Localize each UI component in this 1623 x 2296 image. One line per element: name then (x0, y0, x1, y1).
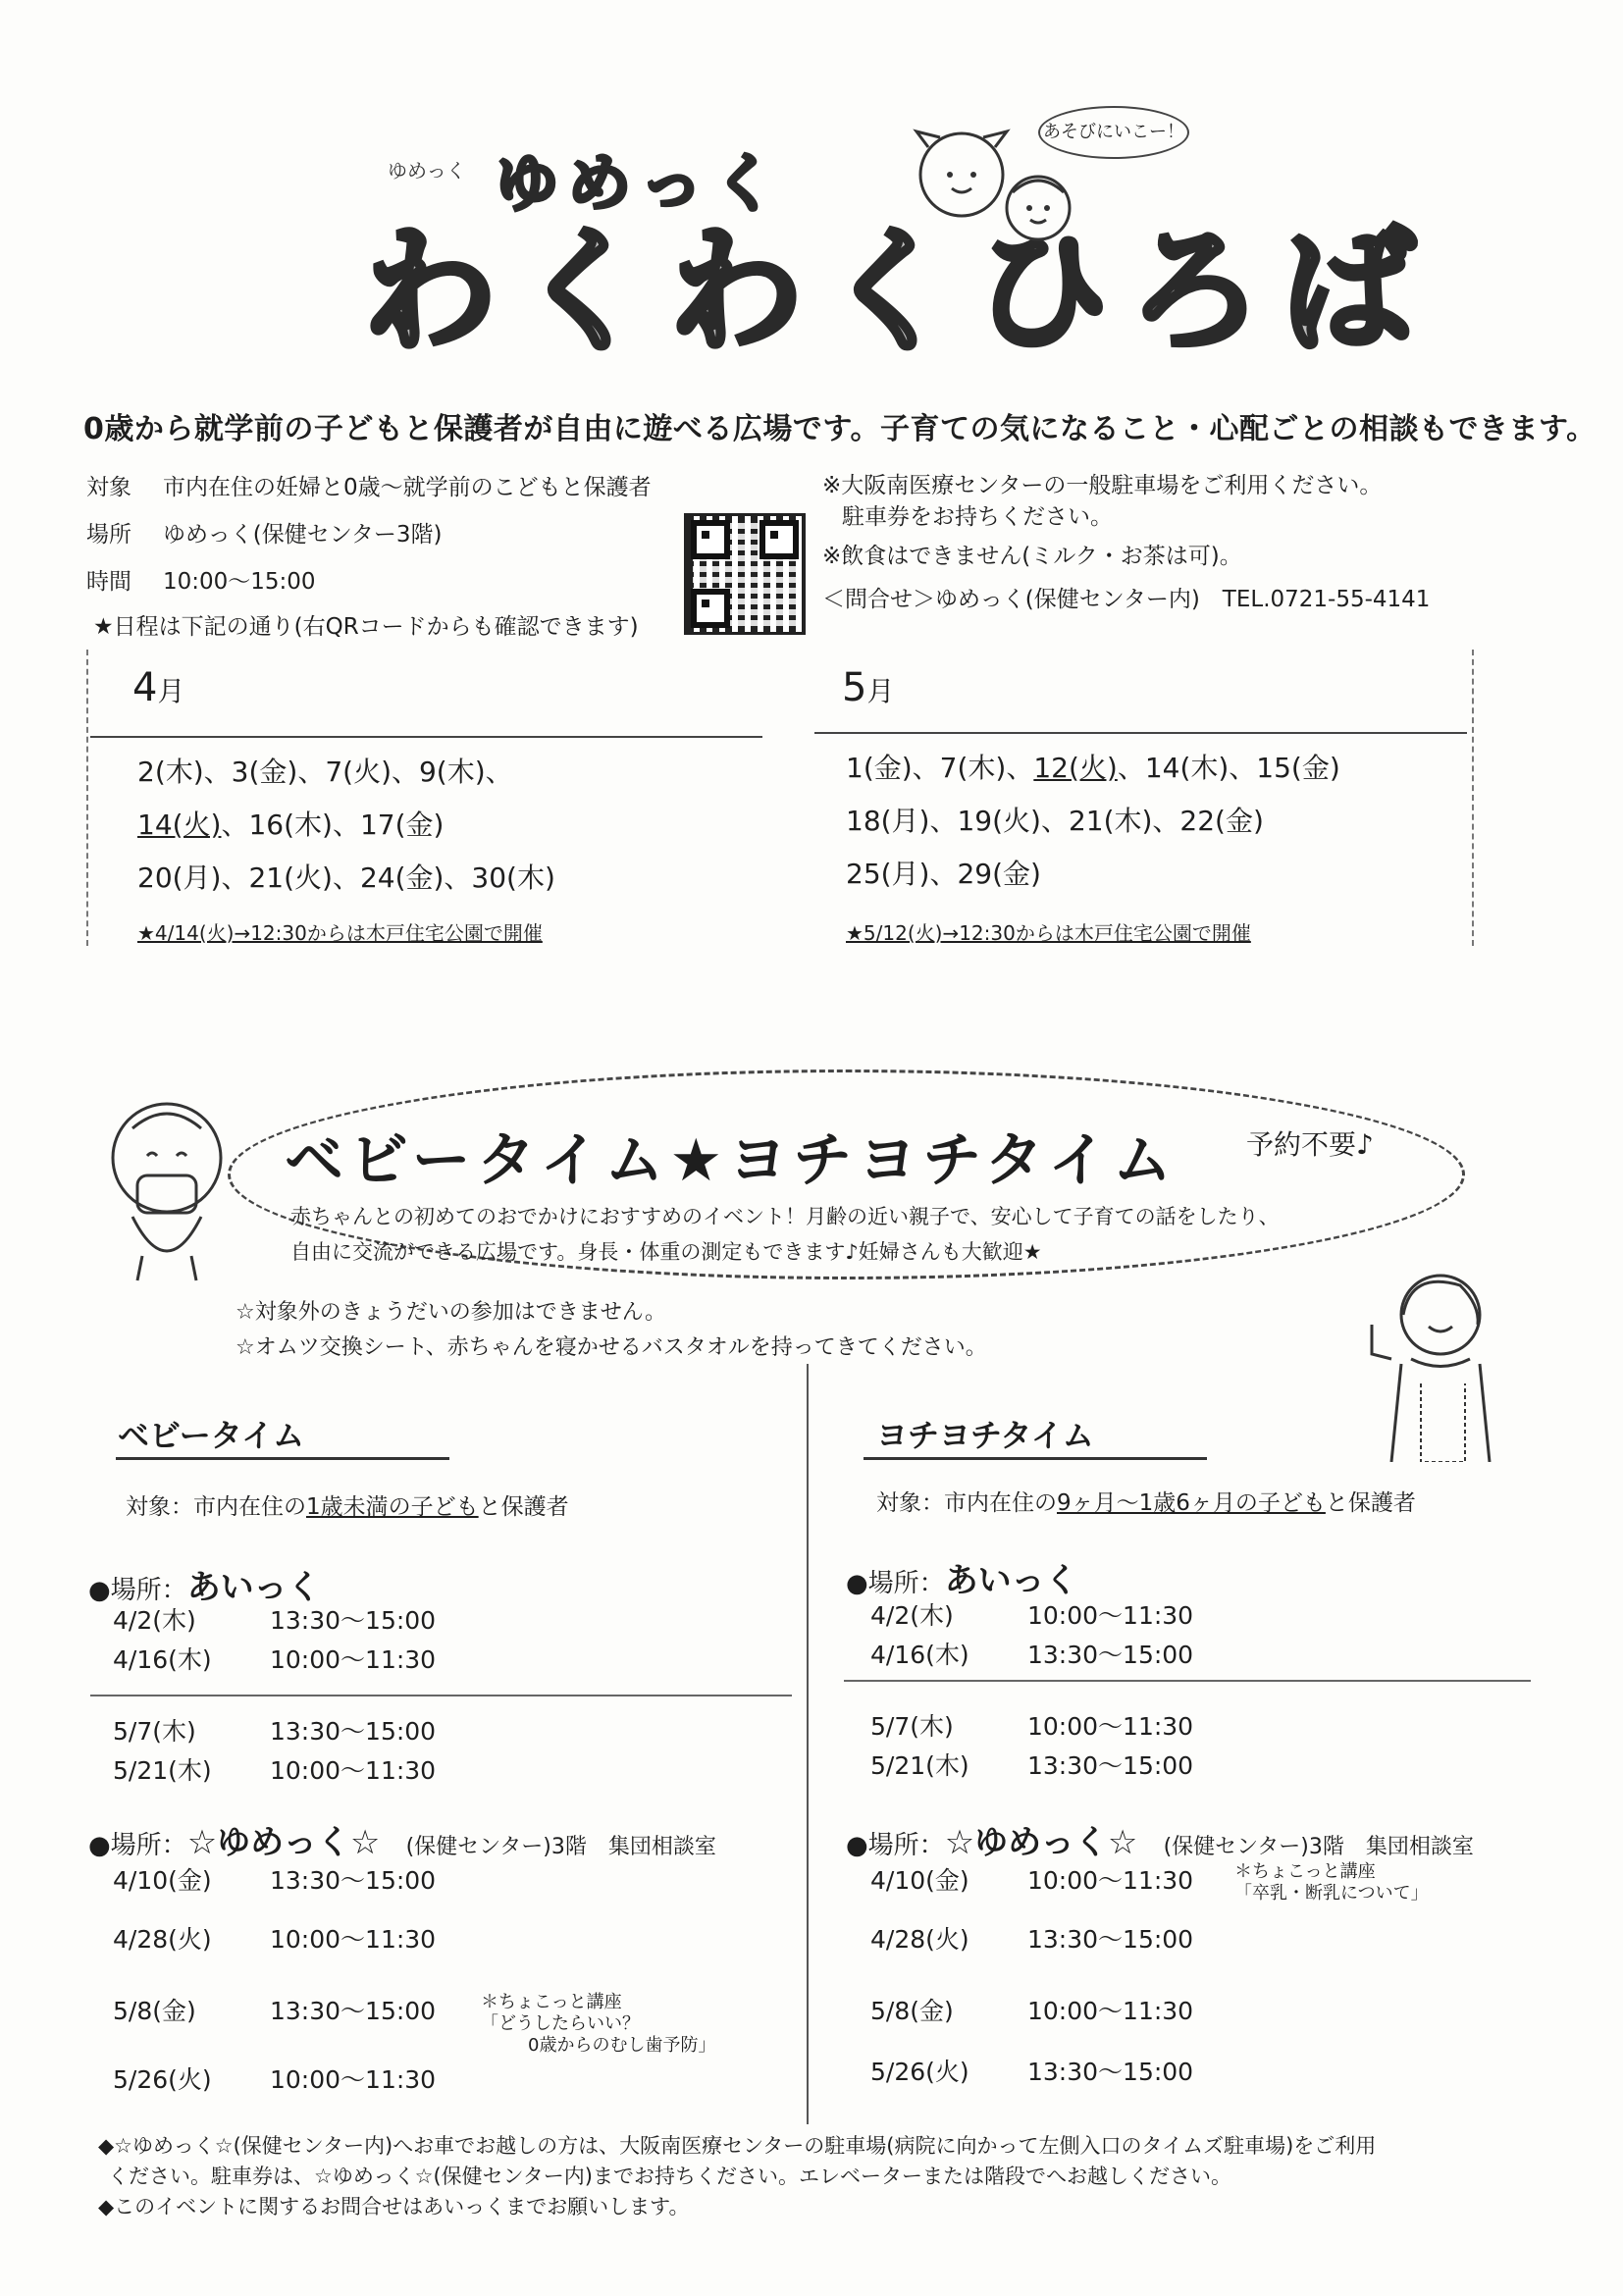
schedule-time: 13:30～15:00 (1027, 1641, 1194, 1669)
baby-section-desc-2: 自由に交流ができる広場です。身長・体重の測定もできます♪妊婦さんも大歓迎★ (290, 1240, 1042, 1264)
schedule-time: 10:00～11:30 (1027, 1712, 1194, 1741)
schedule-time: 13:30～15:00 (1027, 1925, 1194, 1954)
schedule-row (113, 1861, 436, 1897)
schedule-date: 4/2(木) (870, 1601, 954, 1630)
schedule-date: 5/8(金) (870, 1997, 954, 2025)
schedule-date: 4/2(木) (113, 1606, 196, 1635)
baby-month-divider (90, 1695, 792, 1696)
schedule-date: 5/21(木) (113, 1756, 212, 1785)
april-heading (132, 665, 184, 710)
yochi-place-1-name: あいっく (944, 1561, 1078, 1600)
yochi-place-2-sub: (保健センター)3階 集団相談室 (1163, 1835, 1474, 1859)
baby-place-1-prefix: ●場所： (88, 1576, 187, 1605)
yochi-place-2-name: ☆ゆめっく☆ (944, 1823, 1138, 1862)
may-heading (842, 665, 894, 710)
schedule-date: 5/26(火) (870, 2058, 969, 2086)
yochi-place-2-prefix: ●場所： (846, 1831, 945, 1860)
logo-furigana: ゆめっく (388, 159, 466, 183)
baby-illustration (93, 1089, 240, 1285)
april-dates-2-rest: 、16(木)、17(金) (221, 809, 445, 841)
schedule-row (870, 1861, 1193, 1897)
schedule-date: 4/28(火) (870, 1925, 969, 1954)
woman-illustration (1352, 1266, 1509, 1462)
schedule-date: 4/16(木) (870, 1641, 969, 1669)
yochi-target-pre: 対象：市内在住の (876, 1490, 1057, 1516)
info-place (86, 516, 442, 548)
info-place-value: ゆめっく(保健センター3階) (163, 522, 443, 548)
schedule-row (113, 2061, 436, 2096)
baby-place-2-sub: (保健センター)3階 集団相談室 (405, 1835, 716, 1859)
yochi-lecture-note (1234, 1861, 1429, 1905)
baby-section-desc-1: 赤ちゃんとの初めてのおでかけにおすすめのイベント！月齢の近い親子で、安心して子育ての話をしたり、 (290, 1205, 1280, 1228)
info-time-label: 時間 (86, 569, 131, 595)
qr-code-icon[interactable] (684, 513, 806, 635)
schedule-row (870, 1747, 1193, 1782)
schedule-time: 13:30～15:00 (1027, 1751, 1194, 1780)
yochi-place-2 (846, 1815, 1474, 1863)
april-dates-1: 2(木)、3(金)、7(火)、9(木)、 (137, 756, 513, 788)
schedule-row (870, 1596, 1193, 1632)
baby-lecture-1: ＊ちょこっと講座 (481, 1992, 622, 2012)
parking-note-2: 駐車券をお持ちください。 (842, 504, 1113, 530)
column-divider (807, 1364, 809, 2124)
yochi-target-age: 9ヶ月～1歳6ヶ月の子ども (1057, 1490, 1326, 1516)
schedule-time: 13:30～15:00 (1027, 2058, 1194, 2086)
baby-target-age: 1歳未満の子ども (306, 1494, 479, 1520)
footer-line-2: ください。駐車券は、☆ゆめっく☆(保健センター内)までお持ちください。エレベーターまたは階段でへお越しください。 (108, 2165, 1231, 2188)
april-unit: 月 (157, 675, 185, 707)
parking-note-1: ※大阪南医療センターの一般駐車場をご利用ください。 (822, 473, 1383, 498)
info-target-label: 対象 (86, 475, 131, 500)
footer-line-3: ◆このイベントに関するお問合せはあいっくまでお願いします。 (98, 2195, 690, 2218)
april-note: ★4/14(火)→12:30からは木戸住宅公園で開催 (137, 921, 543, 945)
schedule-time: 13:30～15:00 (270, 1866, 437, 1895)
schedule-time: 13:30～15:00 (270, 1717, 437, 1746)
april-rule (90, 736, 762, 738)
yochi-target-post: と保護者 (1325, 1490, 1416, 1516)
yochi-place-1 (846, 1553, 1078, 1601)
may-unit: 月 (866, 675, 895, 707)
schedule-time: 10:00～11:30 (1027, 1601, 1194, 1630)
schedule-time: 10:00～11:30 (270, 2065, 437, 2094)
food-note: ※飲食はできません(ミルク・お茶は可)。 (822, 544, 1242, 569)
schedule-date: 5/8(金) (113, 1997, 196, 2025)
may-number: 5 (842, 665, 867, 710)
schedule-row (113, 1920, 436, 1956)
schedule-date: 4/28(火) (113, 1925, 212, 1954)
info-time-value: 10:00～15:00 (163, 569, 316, 595)
schedule-date: 4/16(木) (113, 1645, 212, 1674)
schedule-time: 13:30～15:00 (270, 1606, 437, 1635)
intro-text: 0歳から就学前の子どもと保護者が自由に遊べる広場です。子育ての気になること・心配ごとの相談もできます。 (83, 412, 1597, 446)
schedule-date: 5/26(火) (113, 2065, 212, 2094)
logo-yumekku: ゆめっく (496, 148, 786, 221)
schedule-time: 10:00～11:30 (270, 1645, 437, 1674)
speech-bubble: あそびにいこー！ (1038, 106, 1189, 159)
schedule-row (113, 1712, 436, 1748)
baby-lecture-note (481, 1992, 715, 2057)
yochi-time-heading: ヨチヨチタイム (876, 1417, 1094, 1454)
schedule-row (113, 1601, 436, 1637)
notes-block (236, 1295, 987, 1366)
info-place-label: 場所 (86, 522, 131, 548)
schedule-date: 5/7(木) (870, 1712, 954, 1741)
schedule-row (870, 1636, 1193, 1671)
baby-target-post: と保護者 (478, 1494, 569, 1520)
baby-place-1-name: あいっく (186, 1568, 321, 1607)
contact-info: ＜問合せ＞ゆめっく(保健センター内) TEL.0721-55-4141 (822, 587, 1431, 612)
schedule-date: 5/7(木) (113, 1717, 196, 1746)
schedule-note: ★日程は下記の通り(右QRコードからも確認できます) (93, 614, 639, 640)
baby-target (126, 1488, 569, 1521)
schedule-row (870, 1920, 1193, 1956)
may-dates-2: 18(月)、19(火)、21(木)、22(金) (846, 805, 1264, 837)
april-date-highlight: 14(火) (137, 809, 222, 841)
schedule-row (113, 1641, 436, 1676)
no-reservation-tag: 予約不要♪ (1246, 1128, 1374, 1161)
schedule-time: 10:00～11:30 (270, 1756, 437, 1785)
may-dates-3: 25(月)、29(金) (846, 858, 1041, 890)
may-dates-1 (846, 742, 1340, 795)
baby-place-2-prefix: ●場所： (88, 1831, 187, 1860)
schedule-time: 13:30～15:00 (270, 1997, 437, 2025)
info-target-value: 市内在住の妊婦と0歳～就学前のこどもと保護者 (163, 475, 652, 500)
baby-section-title: ベビータイム★ヨチヨチタイム (285, 1126, 1178, 1195)
schedule-row (870, 1707, 1193, 1743)
may-note: ★5/12(火)→12:30からは木戸住宅公園で開催 (846, 921, 1251, 945)
schedule-row (113, 1992, 436, 2027)
baby-lecture-3: 0歳からのむし歯予防」 (528, 2035, 716, 2056)
april-dates-2 (137, 799, 444, 852)
schedule-row (870, 2053, 1193, 2088)
schedule-date: 5/21(木) (870, 1751, 969, 1780)
may-date-highlight: 12(火) (1033, 752, 1118, 784)
baby-time-heading: ベビータイム (118, 1417, 305, 1454)
baby-place-2 (88, 1815, 716, 1863)
yochi-lecture-1: ＊ちょこっと講座 (1234, 1861, 1376, 1882)
schedule-time: 10:00～11:30 (270, 1925, 437, 1954)
schedule-time: 10:00～11:30 (1027, 1997, 1194, 2025)
schedule-row (113, 1751, 436, 1787)
baby-heading-rule (116, 1457, 449, 1460)
baby-lecture-2: 「どうしたらいい？ (481, 2013, 640, 2034)
baby-target-pre: 対象：市内在住の (126, 1494, 306, 1520)
baby-place-2-name: ☆ゆめっく☆ (186, 1823, 381, 1862)
may-dates-1-c: 、14(木)、15(金) (1117, 752, 1340, 784)
footer-line-1: ◆☆ゆめっく☆(保健センター内)へお車でお越しの方は、大阪南医療センターの駐車場(病院に向かって左側入口のタイムズ駐車場)をご利用 (98, 2134, 1377, 2158)
page-title: わくわくひろば (363, 215, 1435, 370)
schedule-time: 10:00～11:30 (1027, 1866, 1194, 1895)
yochi-lecture-2: 「卒乳・断乳について」 (1234, 1883, 1429, 1904)
yochi-heading-rule (864, 1457, 1207, 1460)
yochi-month-divider (844, 1680, 1531, 1682)
footer-notes (98, 2131, 1442, 2222)
may-rule (814, 732, 1467, 734)
schedule-row (870, 1992, 1193, 2027)
yochi-place-1-prefix: ●場所： (846, 1569, 945, 1598)
schedule-date: 4/10(金) (870, 1866, 969, 1895)
info-target (86, 469, 652, 501)
schedule-date: 4/10(金) (113, 1866, 212, 1895)
april-dates-3: 20(月)、21(火)、24(金)、30(木) (137, 861, 555, 894)
april-number: 4 (132, 665, 158, 710)
note-siblings: ☆対象外のきょうだいの参加はできません。 (236, 1300, 667, 1325)
may-dates-1-a: 1(金)、7(木)、 (846, 752, 1034, 784)
note-bring-items: ☆オムツ交換シート、赤ちゃんを寝かせるバスタオルを持ってきてください。 (236, 1335, 987, 1360)
info-time (86, 563, 316, 596)
yochi-target (876, 1485, 1416, 1517)
